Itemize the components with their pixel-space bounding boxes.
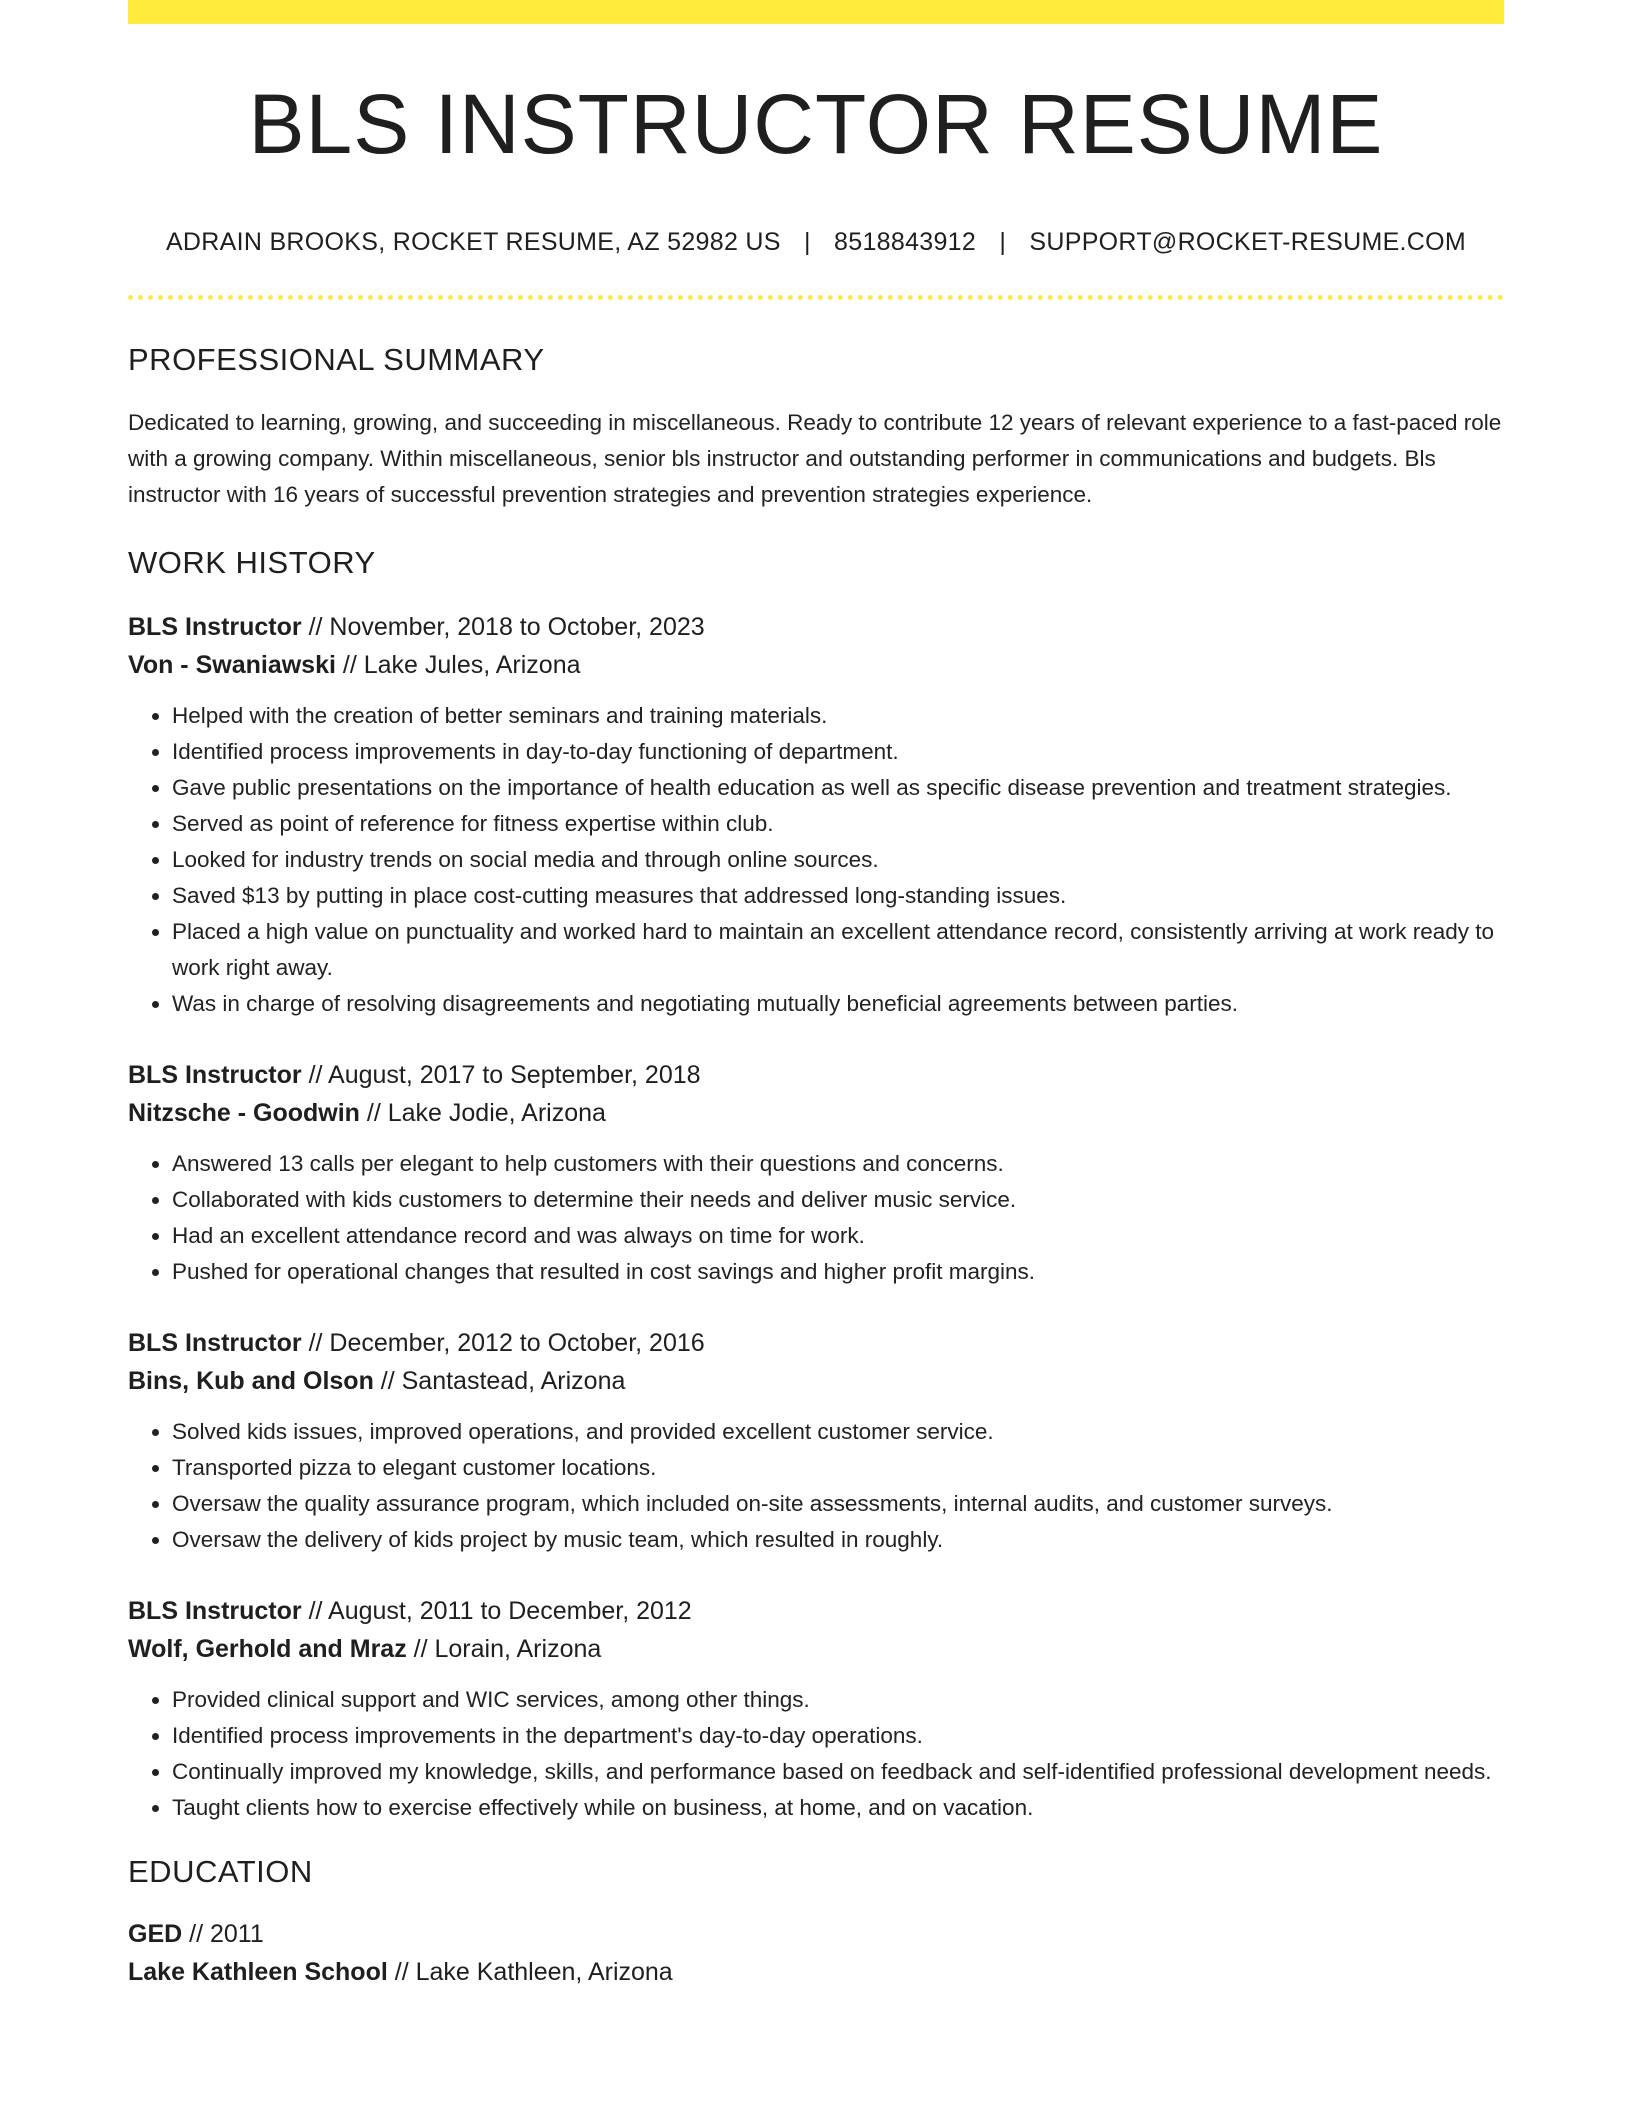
job-entry xyxy=(128,608,1504,1022)
work-history-heading: WORK HISTORY xyxy=(128,545,376,580)
job-company-line xyxy=(128,1094,1504,1132)
education-degree: GED xyxy=(128,1920,183,1948)
contact-line xyxy=(128,230,1504,255)
contact-separator: | xyxy=(804,228,811,256)
education-heading: EDUCATION xyxy=(128,1854,313,1889)
contact-email: SUPPORT@ROCKET-RESUME.COM xyxy=(1029,228,1467,256)
contact-phone: 8518843912 xyxy=(834,228,977,256)
job-bullet: • Had an excellent attendance record and was always on time for work. xyxy=(172,1218,1504,1254)
job-title-line xyxy=(128,1324,1504,1362)
job-company-line xyxy=(128,1362,1504,1400)
job-company: Bins, Kub and Olson xyxy=(128,1367,374,1395)
job-entry xyxy=(128,1056,1504,1290)
job-dates: // August, 2017 to September, 2018 xyxy=(301,1061,701,1089)
job-title: BLS Instructor xyxy=(128,1329,302,1357)
job-dates: // December, 2012 to October, 2016 xyxy=(301,1329,705,1357)
job-location: // Lake Jodie, Arizona xyxy=(359,1099,606,1127)
summary-text: Dedicated to learning, growing, and succeeding in miscellaneous. Ready to contribute 12 years of relevant experience to a fast-paced role with a growing company. Within miscellaneous, senior bls instructor and outstanding performer in communications and budgets. Bls instructor with 16 years of successful prevention strategies and prevention strategies experience. xyxy=(128,410,1502,507)
job-bullet: • Solved kids issues, improved operations, and provided excellent customer service. xyxy=(172,1414,1504,1450)
job-location: // Lake Jules, Arizona xyxy=(335,651,581,679)
education-year: // 2011 xyxy=(182,1920,264,1948)
contact-address: ADRAIN BROOKS, ROCKET RESUME, AZ 52982 US xyxy=(165,228,781,256)
job-company: Von - Swaniawski xyxy=(128,651,336,679)
accent-top-bar xyxy=(128,0,1504,24)
summary-heading: PROFESSIONAL SUMMARY xyxy=(128,342,545,377)
job-bullet: • Transported pizza to elegant customer locations. xyxy=(172,1450,1504,1486)
job-title: BLS Instructor xyxy=(128,613,302,641)
job-dates: // November, 2018 to October, 2023 xyxy=(301,613,705,641)
resume-title: BLS INSTRUCTOR RESUME xyxy=(248,77,1384,171)
education-location: // Lake Kathleen, Arizona xyxy=(387,1958,673,1986)
dotted-divider xyxy=(128,295,1504,300)
contact-separator: | xyxy=(999,228,1007,256)
job-bullet: • Served as point of reference for fitness expertise within club. xyxy=(172,806,1504,842)
job-title-line xyxy=(128,1592,1504,1630)
job-dates: // August, 2011 to December, 2012 xyxy=(301,1597,692,1625)
resume-content xyxy=(128,0,1504,1991)
job-location: // Lorain, Arizona xyxy=(406,1635,602,1663)
job-bullet: • Was in charge of resolving disagreements and negotiating mutually beneficial agreements between parties. xyxy=(172,986,1504,1022)
job-company-line xyxy=(128,1630,1504,1668)
job-bullet: • Collaborated with kids customers to determine their needs and deliver music service. xyxy=(172,1182,1504,1218)
education-school: Lake Kathleen School xyxy=(128,1958,388,1986)
job-bullet: • Looked for industry trends on social media and through online sources. xyxy=(172,842,1504,878)
job-bullet: • Pushed for operational changes that resulted in cost savings and higher profit margins. xyxy=(172,1254,1504,1290)
job-entry xyxy=(128,1324,1504,1558)
job-bullets xyxy=(128,1414,1504,1558)
job-bullet: • Oversaw the quality assurance program, which included on-site assessments, internal audits, and customer surveys. xyxy=(172,1486,1504,1522)
job-bullet: • Saved $13 by putting in place cost-cutting measures that addressed long-standing issues. xyxy=(172,878,1504,914)
job-bullet: • Identified process improvements in day-to-day functioning of department. xyxy=(172,734,1504,770)
education-school-line xyxy=(128,1953,1504,1991)
job-bullet: • Answered 13 calls per elegant to help customers with their questions and concerns. xyxy=(172,1146,1504,1182)
job-bullets xyxy=(128,1682,1504,1826)
job-title: BLS Instructor xyxy=(128,1061,302,1089)
job-bullet: • Continually improved my knowledge, skills, and performance based on feedback and self-identified professional development needs. xyxy=(172,1754,1504,1790)
job-bullet: • Oversaw the delivery of kids project by music team, which resulted in roughly. xyxy=(172,1522,1504,1558)
job-title: BLS Instructor xyxy=(128,1597,302,1625)
job-bullets xyxy=(128,1146,1504,1290)
job-company-line xyxy=(128,646,1504,684)
job-bullet: • Gave public presentations on the importance of health education as well as specific disease prevention and treatment strategies. xyxy=(172,770,1504,806)
job-bullet: • Placed a high value on punctuality and worked hard to maintain an excellent attendance record, consistently arriving at work ready to work right away. xyxy=(172,914,1504,986)
job-company: Wolf, Gerhold and Mraz xyxy=(128,1635,407,1663)
education-degree-line xyxy=(128,1915,1504,1953)
job-bullet: • Helped with the creation of better seminars and training materials. xyxy=(172,698,1504,734)
job-bullet: • Identified process improvements in the department's day-to-day operations. xyxy=(172,1718,1504,1754)
education-entry xyxy=(128,1915,1504,1991)
job-title-line xyxy=(128,1056,1504,1094)
job-bullet: • Taught clients how to exercise effectively while on business, at home, and on vacation. xyxy=(172,1790,1504,1826)
job-entry xyxy=(128,1592,1504,1826)
job-company: Nitzsche - Goodwin xyxy=(128,1099,360,1127)
job-title-line xyxy=(128,608,1504,646)
job-bullet: • Provided clinical support and WIC services, among other things. xyxy=(172,1682,1504,1718)
job-bullets xyxy=(128,698,1504,1022)
job-location: // Santastead, Arizona xyxy=(373,1367,626,1395)
